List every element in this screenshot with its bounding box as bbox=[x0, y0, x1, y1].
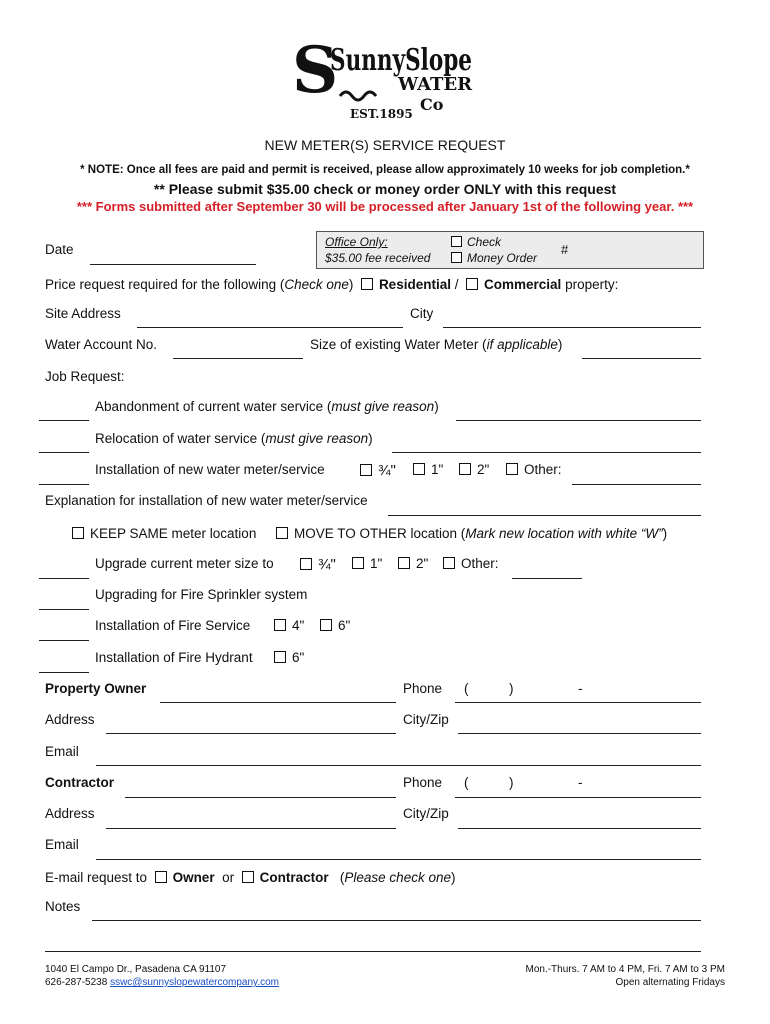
residential-label: Residential bbox=[378, 277, 451, 292]
office-money-order-option: Money Order bbox=[451, 251, 537, 265]
commercial-checkbox[interactable] bbox=[466, 278, 478, 290]
footer-phone: 626-287-5238 bbox=[45, 977, 108, 988]
upgrade-size-2-checkbox[interactable] bbox=[398, 557, 410, 569]
contractor-email-label: Email bbox=[45, 837, 79, 852]
office-hash: # bbox=[561, 242, 569, 257]
footer-address: 1040 El Campo Dr., Pasadena CA 91107 bbox=[45, 964, 227, 975]
form-title: NEW METER(S) SERVICE REQUEST bbox=[264, 137, 506, 153]
upgrade-label: Upgrade current meter size to bbox=[95, 556, 274, 571]
footer-hours bbox=[525, 963, 725, 989]
install-size-1-checkbox[interactable] bbox=[413, 463, 425, 475]
notes-field-2[interactable] bbox=[45, 951, 701, 952]
price-request-row bbox=[45, 277, 618, 292]
date-label: Date bbox=[45, 242, 74, 257]
footer-phone-email bbox=[45, 976, 279, 989]
site-address-field[interactable] bbox=[137, 327, 403, 328]
relocation-label: Relocation of water service (must give reason) bbox=[95, 431, 373, 446]
fire-service-check-line[interactable] bbox=[39, 640, 89, 641]
upgrade-size-34: ¾" bbox=[300, 556, 336, 573]
owner-phone-open: ( bbox=[464, 681, 469, 696]
office-fee: $35.00 fee received bbox=[325, 251, 431, 265]
fire-sprinkler-label: Upgrading for Fire Sprinkler system bbox=[95, 587, 308, 602]
sunnyslope-logo bbox=[290, 22, 480, 122]
fire-service-6: 6" bbox=[320, 618, 350, 633]
meter-size-label: Size of existing Water Meter (if applicable) bbox=[310, 337, 563, 352]
property-owner-label: Property Owner bbox=[45, 681, 147, 696]
fire-service-6-checkbox[interactable] bbox=[320, 619, 332, 631]
upgrade-size-other: Other: bbox=[443, 556, 499, 571]
fire-hydrant-6: 6" bbox=[274, 650, 304, 665]
move-other-option: MOVE TO OTHER location (Mark new location with white “W”) bbox=[276, 526, 667, 541]
owner-phone-label: Phone bbox=[403, 681, 443, 696]
footer-hours-text: Mon.-Thurs. 7 AM to 4 PM, Fri. 7 AM to 3 PM bbox=[525, 964, 725, 975]
upgrade-size-1-checkbox[interactable] bbox=[352, 557, 364, 569]
site-address-label: Site Address bbox=[45, 306, 121, 321]
date-field[interactable] bbox=[90, 264, 256, 265]
contractor-address-field[interactable] bbox=[106, 828, 396, 829]
contractor-address-label: Address bbox=[45, 806, 95, 821]
upgrade-size-2: 2" bbox=[398, 556, 428, 571]
keep-same-option: KEEP SAME meter location bbox=[72, 526, 256, 541]
upgrade-check-line[interactable] bbox=[39, 578, 89, 579]
office-only-box bbox=[316, 231, 704, 269]
install-size-1: 1" bbox=[413, 462, 443, 477]
upgrade-other-field[interactable] bbox=[512, 578, 582, 579]
keep-same-checkbox[interactable] bbox=[72, 527, 84, 539]
relocation-reason-field[interactable] bbox=[392, 452, 701, 453]
owner-phone-dash: - bbox=[578, 681, 583, 696]
abandonment-check-line[interactable] bbox=[39, 420, 89, 421]
fire-service-4: 4" bbox=[274, 618, 304, 633]
install-size-2-checkbox[interactable] bbox=[459, 463, 471, 475]
city-field[interactable] bbox=[443, 327, 701, 328]
completion-note: * NOTE: Once all fees are paid and permit is received, please allow approximately 10 weeks for job completion.* bbox=[80, 164, 690, 176]
fire-sprinkler-check-line[interactable] bbox=[39, 609, 89, 610]
footer-email-link[interactable]: sswc@sunnyslopewatercompany.com bbox=[110, 977, 279, 988]
price-suffix: property: bbox=[565, 277, 619, 292]
contractor-phone-label: Phone bbox=[403, 775, 443, 790]
contractor-label: Contractor bbox=[45, 775, 115, 790]
owner-email-field[interactable] bbox=[96, 765, 701, 766]
price-check-one: Check one bbox=[284, 277, 349, 292]
logo-s: S bbox=[292, 33, 339, 108]
contractor-cityzip-label: City/Zip bbox=[403, 806, 449, 821]
contractor-email-field[interactable] bbox=[96, 859, 701, 860]
upgrade-size-1: 1" bbox=[352, 556, 382, 571]
owner-address-field[interactable] bbox=[106, 733, 396, 734]
fire-hydrant-6-checkbox[interactable] bbox=[274, 651, 286, 663]
install-size-2: 2" bbox=[459, 462, 489, 477]
price-slash: / bbox=[454, 277, 459, 292]
logo-est: EST.1895 bbox=[350, 107, 413, 121]
explanation-label: Explanation for installation of new water meter/service bbox=[45, 493, 368, 508]
install-size-34: ¾" bbox=[360, 462, 396, 479]
water-account-field[interactable] bbox=[173, 358, 303, 359]
price-prefix: Price request required for the following ( bbox=[45, 277, 285, 292]
office-only-label: Office Only: bbox=[325, 235, 388, 249]
logo-water: WATER bbox=[398, 74, 473, 95]
upgrade-size-34-checkbox[interactable] bbox=[300, 558, 312, 570]
price-close: ) bbox=[348, 277, 354, 292]
email-owner-checkbox[interactable] bbox=[155, 871, 167, 883]
owner-phone-close: ) bbox=[509, 681, 514, 696]
fire-hydrant-check-line[interactable] bbox=[39, 672, 89, 673]
notes-label: Notes bbox=[45, 899, 81, 914]
commercial-label: Commercial bbox=[484, 277, 562, 292]
property-owner-field[interactable] bbox=[160, 702, 396, 703]
install-size-other: Other: bbox=[506, 462, 562, 477]
submit-note: ** Please submit $35.00 check or money order ONLY with this request bbox=[153, 181, 617, 197]
contractor-phone-close: ) bbox=[509, 775, 514, 790]
owner-cityzip-label: City/Zip bbox=[403, 712, 449, 727]
footer-alt-text: Open alternating Fridays bbox=[615, 977, 725, 988]
contractor-phone-field[interactable] bbox=[455, 797, 701, 798]
residential-checkbox[interactable] bbox=[361, 278, 373, 290]
meter-size-field[interactable] bbox=[582, 358, 701, 359]
owner-cityzip-field[interactable] bbox=[458, 733, 701, 734]
fire-service-label: Installation of Fire Service bbox=[95, 618, 251, 633]
abandonment-label: Abandonment of current water service (must give reason) bbox=[95, 399, 439, 414]
install-size-other-checkbox[interactable] bbox=[506, 463, 518, 475]
check-box[interactable] bbox=[451, 236, 462, 247]
email-contractor-checkbox[interactable] bbox=[242, 871, 254, 883]
explanation-field[interactable] bbox=[388, 515, 701, 516]
relocation-check-line[interactable] bbox=[39, 452, 89, 453]
email-request-row: E-mail request to Owner or Contractor (Please check one) bbox=[45, 870, 456, 885]
owner-address-label: Address bbox=[45, 712, 95, 727]
deadline-note: *** Forms submitted after September 30 will be processed after January 1st of the following year. *** bbox=[76, 199, 694, 214]
job-request-label: Job Request: bbox=[45, 369, 125, 384]
money-order-box[interactable] bbox=[451, 252, 462, 263]
fire-hydrant-label: Installation of Fire Hydrant bbox=[95, 650, 253, 665]
logo-flourish bbox=[340, 92, 376, 100]
install-other-field[interactable] bbox=[572, 484, 701, 485]
city-label: City bbox=[410, 306, 434, 321]
contractor-phone-dash: - bbox=[578, 775, 583, 790]
contractor-phone-open: ( bbox=[464, 775, 469, 790]
logo-brand: SunnySlope bbox=[330, 43, 472, 78]
move-other-checkbox[interactable] bbox=[276, 527, 288, 539]
owner-email-label: Email bbox=[45, 744, 79, 759]
contractor-field[interactable] bbox=[125, 797, 396, 798]
abandonment-reason-field[interactable] bbox=[456, 420, 701, 421]
logo-co: Co bbox=[420, 95, 444, 114]
contractor-cityzip-field[interactable] bbox=[458, 828, 701, 829]
install-meter-label: Installation of new water meter/service bbox=[95, 462, 325, 477]
install-meter-check-line[interactable] bbox=[39, 484, 89, 485]
fire-service-4-checkbox[interactable] bbox=[274, 619, 286, 631]
notes-field-1[interactable] bbox=[92, 920, 701, 921]
install-size-34-checkbox[interactable] bbox=[360, 464, 372, 476]
water-account-label: Water Account No. bbox=[45, 337, 158, 352]
upgrade-size-other-checkbox[interactable] bbox=[443, 557, 455, 569]
footer-contact bbox=[45, 963, 279, 989]
owner-phone-field[interactable] bbox=[455, 702, 701, 703]
office-check-option: Check bbox=[451, 235, 501, 249]
